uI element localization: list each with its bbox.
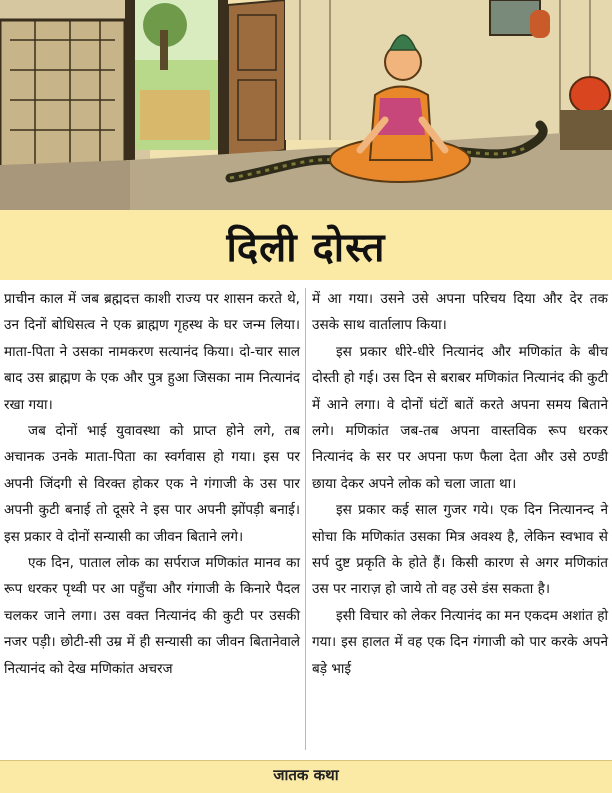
- story-title: दिली दोस्त: [226, 225, 386, 271]
- paragraph: इस प्रकार धीरे-धीरे नित्यानंद और मणिकांत के बीच दोस्ती हो गई। उस दिन से बराबर मणिकांत नित्यानंद की कुटी में आने लगा। वे दोनों घंटों बातें करते अपना समय बिताने लगे। मणिकांत जब-तब अपना वास्तविक रूप धरकर नित्यानंद के सर पर अपना फण फैला देता और उसे ठण्डी छाया देकर अपने लोक को चला जाता था।: [312, 343, 608, 492]
- column-divider: [305, 288, 306, 750]
- paragraph: जब दोनों भाई युवावस्था को प्राप्त होने लगे, तब अचानक उनके माता-पिता का स्वर्गवास हो गया। इस पर अपनी जिंदगी से विरक्त होकर एक ने गंगाजी के उस पार अपनी कुटी बनाई तो दूसरे ने इस पार अपनी झोंपड़ी बनाई। इस प्रकार वे दोनों सन्यासी का जीवन बिताने लगे।: [4, 423, 300, 545]
- monk-with-snake-illustration: [0, 0, 612, 210]
- paragraph: एक दिन, पाताल लोक का सर्पराज मणिकांत मानव का रूप धरकर पृथ्वी पर आ पहुँचा और गंगाजी के किनारे पैदल चलकर जाने लगा। उस वक्त नित्यानंद की कुटी पर उसकी नजर पड़ी। छोटी-सी उम्र में ही सन्यासी का जीवन बितानेवाले नित्यानंद को देख मणिकांत अचरज: [4, 555, 300, 677]
- right-column: [312, 286, 608, 682]
- series-label: जातक कथा: [273, 766, 339, 784]
- left-column: [4, 286, 300, 682]
- story-illustration: [0, 0, 612, 210]
- paragraph: में आ गया। उसने उसे अपना परिचय दिया और देर तक उसके साथ वार्तालाप किया।: [312, 291, 608, 334]
- paragraph: प्राचीन काल में जब ब्रह्मदत्त काशी राज्य पर शासन करते थे, उन दिनों बोधिसत्व ने एक ब्राह्मण गृहस्थ के घर जन्म लिया। माता-पिता ने उसका नामकरण सत्यानंद किया। दो-चार साल बाद उस ब्राह्मण के एक और पुत्र हुआ जिसका नाम नित्यानंद रखा गया।: [4, 291, 300, 413]
- paragraph: इसी विचार को लेकर नित्यानंद का मन एकदम अशांत हो गया। इस हालत में वह एक दिन गंगाजी को पार करके अपने बड़े भाई: [312, 607, 608, 677]
- footer-band: [0, 760, 612, 793]
- paragraph: इस प्रकार कई साल गुजर गये। एक दिन नित्यानन्द ने सोचा कि मणिकांत उसका मित्र अवश्य है, लेकिन स्वभाव से सर्प दुष्ट प्रकृति के होते हैं। किसी कारण से अगर मणिकांत उस पर नाराज़ हो जाये तो वह उसे डंस सकता है।: [312, 502, 608, 598]
